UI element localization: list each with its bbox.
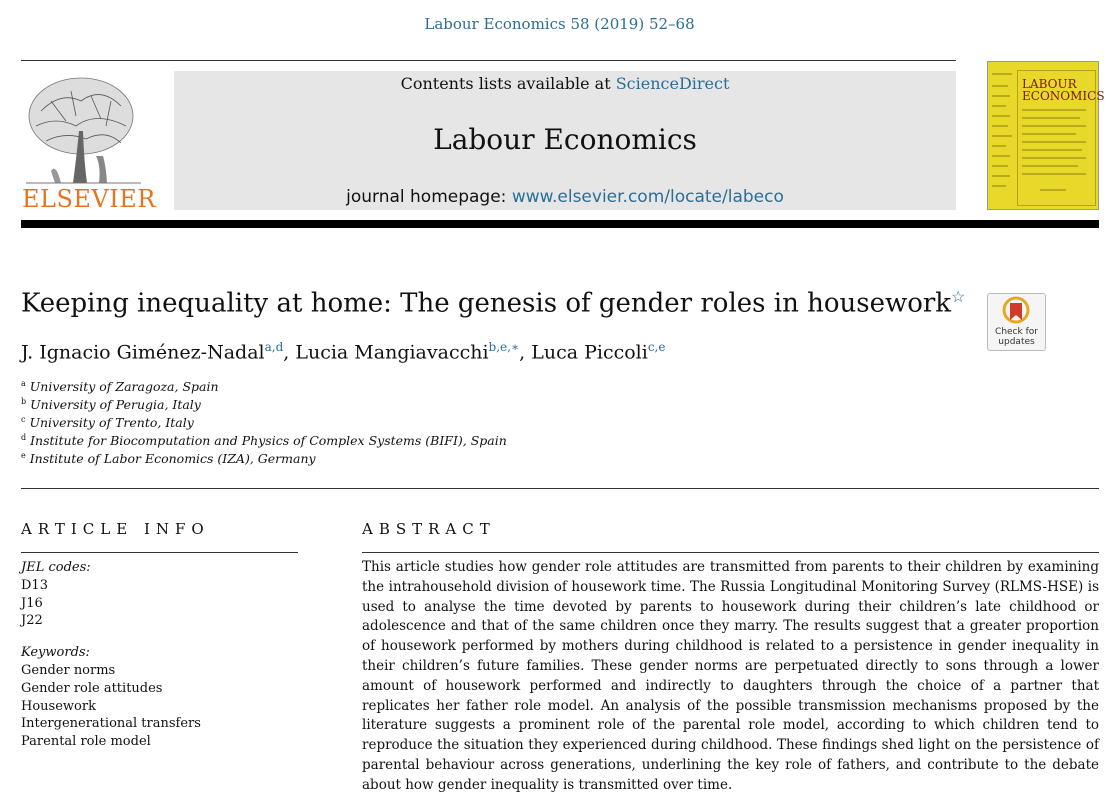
keyword: Parental role model xyxy=(21,734,151,750)
abstract-text: This article studies how gender role attitudes are transmitted from parents to their children by examining the intrahousehold division of housework time. The Russia Longitudinal Monitoring Survey (RLMS-HSE) is used to analyse the time devoted by parents to housework during their children’s late childhood or adolescence and that of the same children once they marry. The results suggest that a greater proportion of housework performed by mothers during childhood is related to a persistence in gender inequality in their children’s future families. These gender norms are perpetuated directly to sons through a lower amount of housework performed and indirectly to daughters through the choice of a partner that replicates her father role model. An analysis of the possible transmission mechanisms proposed by the literature suggests a prominent role of the parental role model, according to which children tend to reproduce the situation they experienced during childhood. These findings shed light on the persistence of parental behaviour across generations, underlining the key role of fathers, and contribute to the debate about how gender inequality is transmitted over time. xyxy=(362,559,1099,793)
check-for-updates-button[interactable]: Check for updates xyxy=(987,293,1046,351)
header-bar xyxy=(21,220,1099,228)
author-affil-marker[interactable]: b,e,∗ xyxy=(488,340,520,354)
author-name[interactable]: J. Ignacio Giménez-Nadal xyxy=(21,341,265,364)
journal-banner xyxy=(174,71,956,210)
jel-code: J22 xyxy=(21,613,43,629)
affiliation: $^e$ Institute of Labor Economics (IZA), Germany xyxy=(21,451,316,467)
author-name[interactable]: Luca Piccoli xyxy=(531,341,648,364)
keyword: Intergenerational transfers xyxy=(21,716,201,732)
affiliation: $^a$ University of Zaragoza, Spain xyxy=(21,379,219,395)
keyword: Housework xyxy=(21,698,96,714)
journal-title: Labour Economics xyxy=(433,123,697,156)
author-list: J. Ignacio Giménez-Nadal$^{a,d}$, Lucia Mangiavacchi$^{b,e,∗}$, Luca Piccoli$^{c,e}$ xyxy=(21,340,666,364)
homepage-line: journal homepage: www.elsevier.com/locate/labeco xyxy=(346,187,784,207)
cover-title: LABOUR ECONOMICS xyxy=(1022,77,1105,103)
abstract-rule xyxy=(362,552,1099,553)
cover-sidebar-graphic xyxy=(990,66,1016,206)
article-title: Keeping inequality at home: The genesis of gender roles in housework☆ xyxy=(21,287,966,319)
affiliation: $^d$ Institute for Biocomputation and Physics of Complex Systems (BIFI), Spain xyxy=(21,433,507,449)
article-info-rule xyxy=(21,552,298,553)
section-divider xyxy=(21,488,1099,489)
author-affil-marker[interactable]: c,e xyxy=(647,340,666,354)
elsevier-wordmark: ELSEVIER xyxy=(22,185,156,213)
header-divider xyxy=(21,60,956,61)
keywords-label: Keywords: xyxy=(21,645,90,661)
affiliation: $^b$ University of Perugia, Italy xyxy=(21,397,201,413)
article-info-heading: ARTICLE INFO xyxy=(21,520,210,538)
abstract-heading: ABSTRACT xyxy=(362,520,496,538)
jel-label: JEL codes: xyxy=(21,560,91,575)
jel-code: D13 xyxy=(21,577,48,593)
affiliation: $^c$ University of Trento, Italy xyxy=(21,415,194,431)
keyword: Gender norms xyxy=(21,662,116,678)
jel-code: J16 xyxy=(21,595,43,611)
sciencedirect-link[interactable]: ScienceDirect xyxy=(615,74,730,93)
article-info-panel xyxy=(21,559,201,751)
cover-toc-lines xyxy=(1020,106,1090,196)
journal-cover-image[interactable] xyxy=(987,61,1105,210)
journal-citation[interactable]: Labour Economics 58 (2019) 52–68 xyxy=(424,15,695,33)
author-name[interactable]: Lucia Mangiavacchi xyxy=(295,341,489,364)
author-affil-marker[interactable]: a,d xyxy=(264,340,284,354)
contents-line: Contents lists available at ScienceDirect xyxy=(400,74,730,93)
journal-homepage-link[interactable]: www.elsevier.com/locate/labeco xyxy=(511,187,784,207)
keyword: Gender role attitudes xyxy=(21,680,163,696)
bookmark-icon xyxy=(1001,296,1031,328)
funding-note-marker[interactable]: ☆ xyxy=(951,287,966,306)
